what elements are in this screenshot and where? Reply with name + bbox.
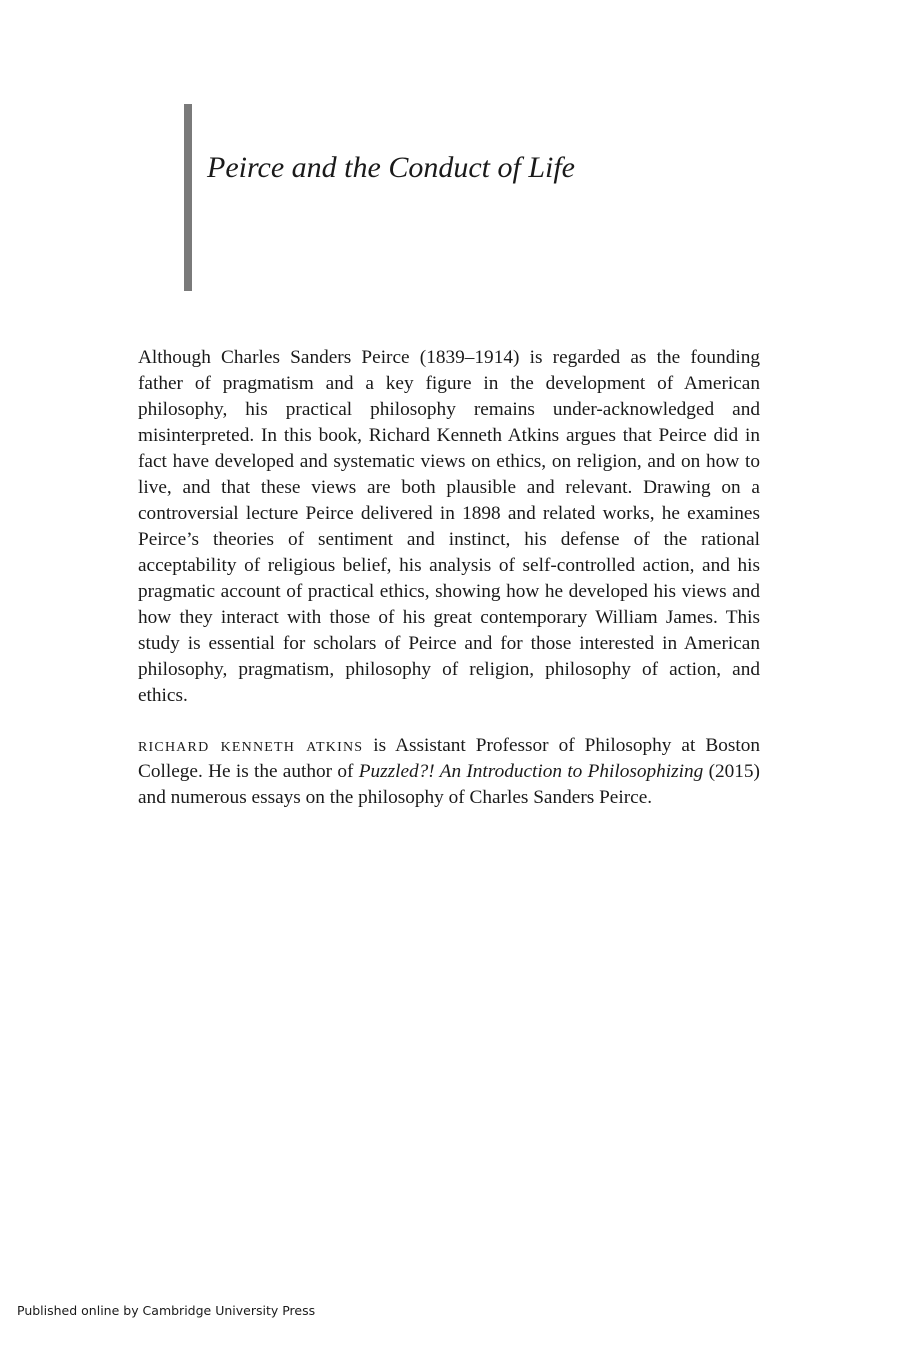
book-description: Although Charles Sanders Peirce (1839–1914) is regarded as the founding father of pragmatism and a key figure in the development of American philosophy, his practical philosophy remains under-acknowledged and misinterpreted. In this book, Richard Kenneth Atkins argues that Peirce did in fact have developed and systematic views on ethics, on religion, and on how to live, and that these views are both plausible and relevant. Drawing on a controversial lecture Peirce delivered in 1898 and related works, he examines Peirce’s theories of sentiment and instinct, his defense of the rational acceptability of religious belief, his analysis of self-controlled action, and his pragmatic account of practical ethics, showing how he developed his views and how they interact with those of his great contemporary William James. This study is essential for scholars of Peirce and for those interested in American philosophy, pragmatism, philosophy of religion, philosophy of action, and ethics. bbox=[138, 347, 760, 706]
title-accent-bar bbox=[184, 104, 192, 291]
author-bio-text-end: (2015) and numerous essays on the philosophy of Charles Sanders Peirce. bbox=[138, 761, 760, 808]
author-bio bbox=[138, 733, 760, 811]
author-bio-text: is Assistant Professor of Philosophy at Boston College. He is the author of bbox=[138, 735, 760, 782]
author-name: richard kenneth atkins bbox=[138, 735, 364, 756]
publication-footer: Published online by Cambridge University Press bbox=[17, 1303, 316, 1318]
book-title: Peirce and the Conduct of Life bbox=[207, 151, 575, 184]
author-previous-work-title: Puzzled?! An Introduction to Philosophizing bbox=[358, 761, 704, 782]
